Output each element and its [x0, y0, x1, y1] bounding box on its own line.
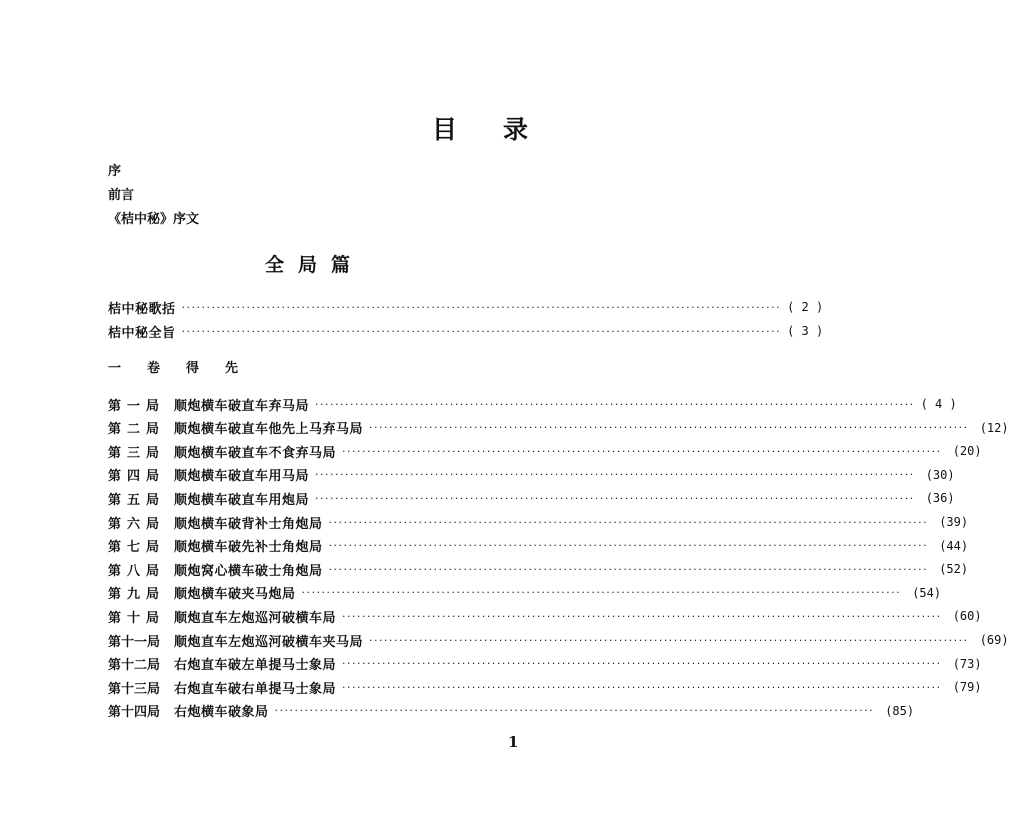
dot-leader: ························································································································: [315, 397, 915, 411]
toc-chapter-label: [108, 654, 336, 673]
chapter-title: 顺炮直车左炮巡河破横车局: [174, 610, 337, 626]
toc-chapter-label: [108, 395, 309, 414]
dot-leader: ························································································································: [342, 680, 942, 694]
chapter-page: (20): [952, 444, 982, 459]
dot-leader: ························································································································: [181, 324, 782, 338]
toc-chapter-row: [108, 441, 982, 461]
toc-entry-page: ( 3 ): [787, 324, 824, 338]
toc-chapter-row: [108, 488, 955, 508]
toc-chapter-row: [108, 512, 969, 532]
dot-leader: ························································································································: [315, 468, 915, 482]
chapter-title: 顺炮横车破直车用炮局: [174, 492, 310, 508]
toc-chapter-row: [108, 701, 915, 721]
chapter-title: 右炮直车破左单提马士象局: [174, 658, 337, 674]
dot-leader: ························································································································: [274, 704, 875, 718]
dot-leader: ························································································································: [301, 586, 902, 600]
toc-chapter-label: [108, 701, 269, 720]
chapter-number: 第十一局: [108, 634, 161, 650]
toc-chapter-label: [108, 631, 363, 650]
chapter-number: 第四局: [108, 469, 166, 485]
chapter-title: 顺炮横车破先补士角炮局: [174, 540, 323, 556]
chapter-title: 顺炮横车破直车用马局: [174, 469, 310, 485]
page-title: 目录: [432, 115, 575, 144]
toc-entry-title: 桔中秘全旨: [108, 325, 176, 341]
chapter-page: (69): [979, 633, 1009, 647]
chapter-page: (36): [925, 491, 955, 506]
chapter-page: (54): [912, 585, 942, 600]
dot-leader: ························································································································: [328, 515, 929, 529]
chapter-page: (44): [939, 538, 969, 553]
toc-chapter-label: [108, 513, 323, 532]
chapter-title: 顺炮窝心横车破士角炮局: [174, 563, 323, 579]
chapter-title: 顺炮横车破直车弃马局: [174, 398, 310, 414]
chapter-title: 右炮直车破右单提马士象局: [174, 681, 337, 697]
chapter-number: 第十四局: [108, 705, 161, 721]
toc-chapter-label: [108, 489, 309, 508]
chapter-number: 第一局: [108, 398, 166, 414]
prelim-preface: 序: [108, 164, 122, 179]
chapter-number: 第十二局: [108, 658, 161, 674]
dot-leader: ························································································································: [315, 491, 915, 505]
toc-entry: [108, 297, 824, 317]
dot-leader: ························································································································: [328, 539, 929, 553]
chapter-number: 第三局: [108, 445, 166, 461]
prelim-original-preface: 《桔中秘》序文: [108, 212, 200, 227]
chapter-number: 第七局: [108, 540, 166, 556]
chapter-page: (30): [925, 467, 955, 482]
toc-chapter-row: [108, 559, 969, 579]
toc-entry-page: ( 2 ): [787, 300, 824, 314]
chapter-title: 顺炮横车破直车他先上马弃马局: [174, 422, 364, 438]
chapter-number: 第二局: [108, 422, 166, 438]
toc-chapter-label: [108, 465, 309, 484]
chapter-page: (60): [952, 609, 982, 624]
toc-chapter-row: [108, 418, 1009, 438]
dot-leader: ························································································································: [369, 421, 969, 435]
chapter-number: 第九局: [108, 587, 166, 603]
subsection-title: 一卷得先: [108, 361, 265, 376]
chapter-page: ( 4 ): [920, 397, 957, 411]
toc-entry-title: 桔中秘歌括: [108, 301, 176, 317]
chapter-number: 第十局: [108, 610, 166, 626]
prelim-foreword: 前言: [108, 188, 135, 203]
toc-chapter-row: [108, 677, 982, 697]
chapter-page: (73): [952, 656, 982, 671]
toc-entry: [108, 321, 824, 341]
toc-chapter-label: [108, 442, 336, 461]
chapter-page: (12): [979, 420, 1009, 435]
toc-chapter-row: [108, 654, 982, 674]
toc-chapter-row: [108, 536, 969, 556]
dot-leader: ························································································································: [342, 609, 942, 623]
toc-chapter-label: [108, 560, 323, 579]
dot-leader: ························································································································: [369, 633, 969, 647]
section-title: 全局篇: [265, 254, 365, 276]
page-number: 1: [508, 733, 519, 751]
dot-leader: ························································································································: [342, 657, 942, 671]
chapter-title: 顺炮直车左炮巡河破横车夹马局: [174, 634, 364, 650]
chapter-title: 右炮横车破象局: [174, 705, 269, 721]
chapter-title: 顺炮横车破背补士角炮局: [174, 516, 323, 532]
toc-chapter-row: [108, 583, 942, 603]
chapter-title: 顺炮横车破直车不食弃马局: [174, 445, 337, 461]
chapter-page: (85): [885, 703, 915, 718]
chapter-number: 第五局: [108, 492, 166, 508]
dot-leader: ························································································································: [181, 300, 782, 314]
chapter-title: 顺炮横车破夹马炮局: [174, 587, 296, 603]
toc-chapter-label: [108, 583, 296, 602]
toc-chapter-row: [108, 630, 1009, 650]
toc-chapter-label: [108, 607, 336, 626]
chapter-page: (79): [952, 680, 982, 695]
toc-chapter-row: [108, 465, 955, 485]
dot-leader: ························································································································: [342, 444, 942, 458]
chapter-number: 第六局: [108, 516, 166, 532]
chapter-page: (52): [939, 562, 969, 577]
toc-chapter-label: [108, 678, 336, 697]
chapter-page: (39): [939, 515, 969, 529]
toc-chapter-row: [108, 394, 957, 414]
toc-chapter-label: [108, 536, 323, 555]
toc-chapter-label: [108, 418, 363, 437]
dot-leader: ························································································································: [328, 562, 929, 576]
chapter-number: 第十三局: [108, 681, 161, 697]
toc-chapter-row: [108, 606, 982, 626]
chapter-number: 第八局: [108, 563, 166, 579]
